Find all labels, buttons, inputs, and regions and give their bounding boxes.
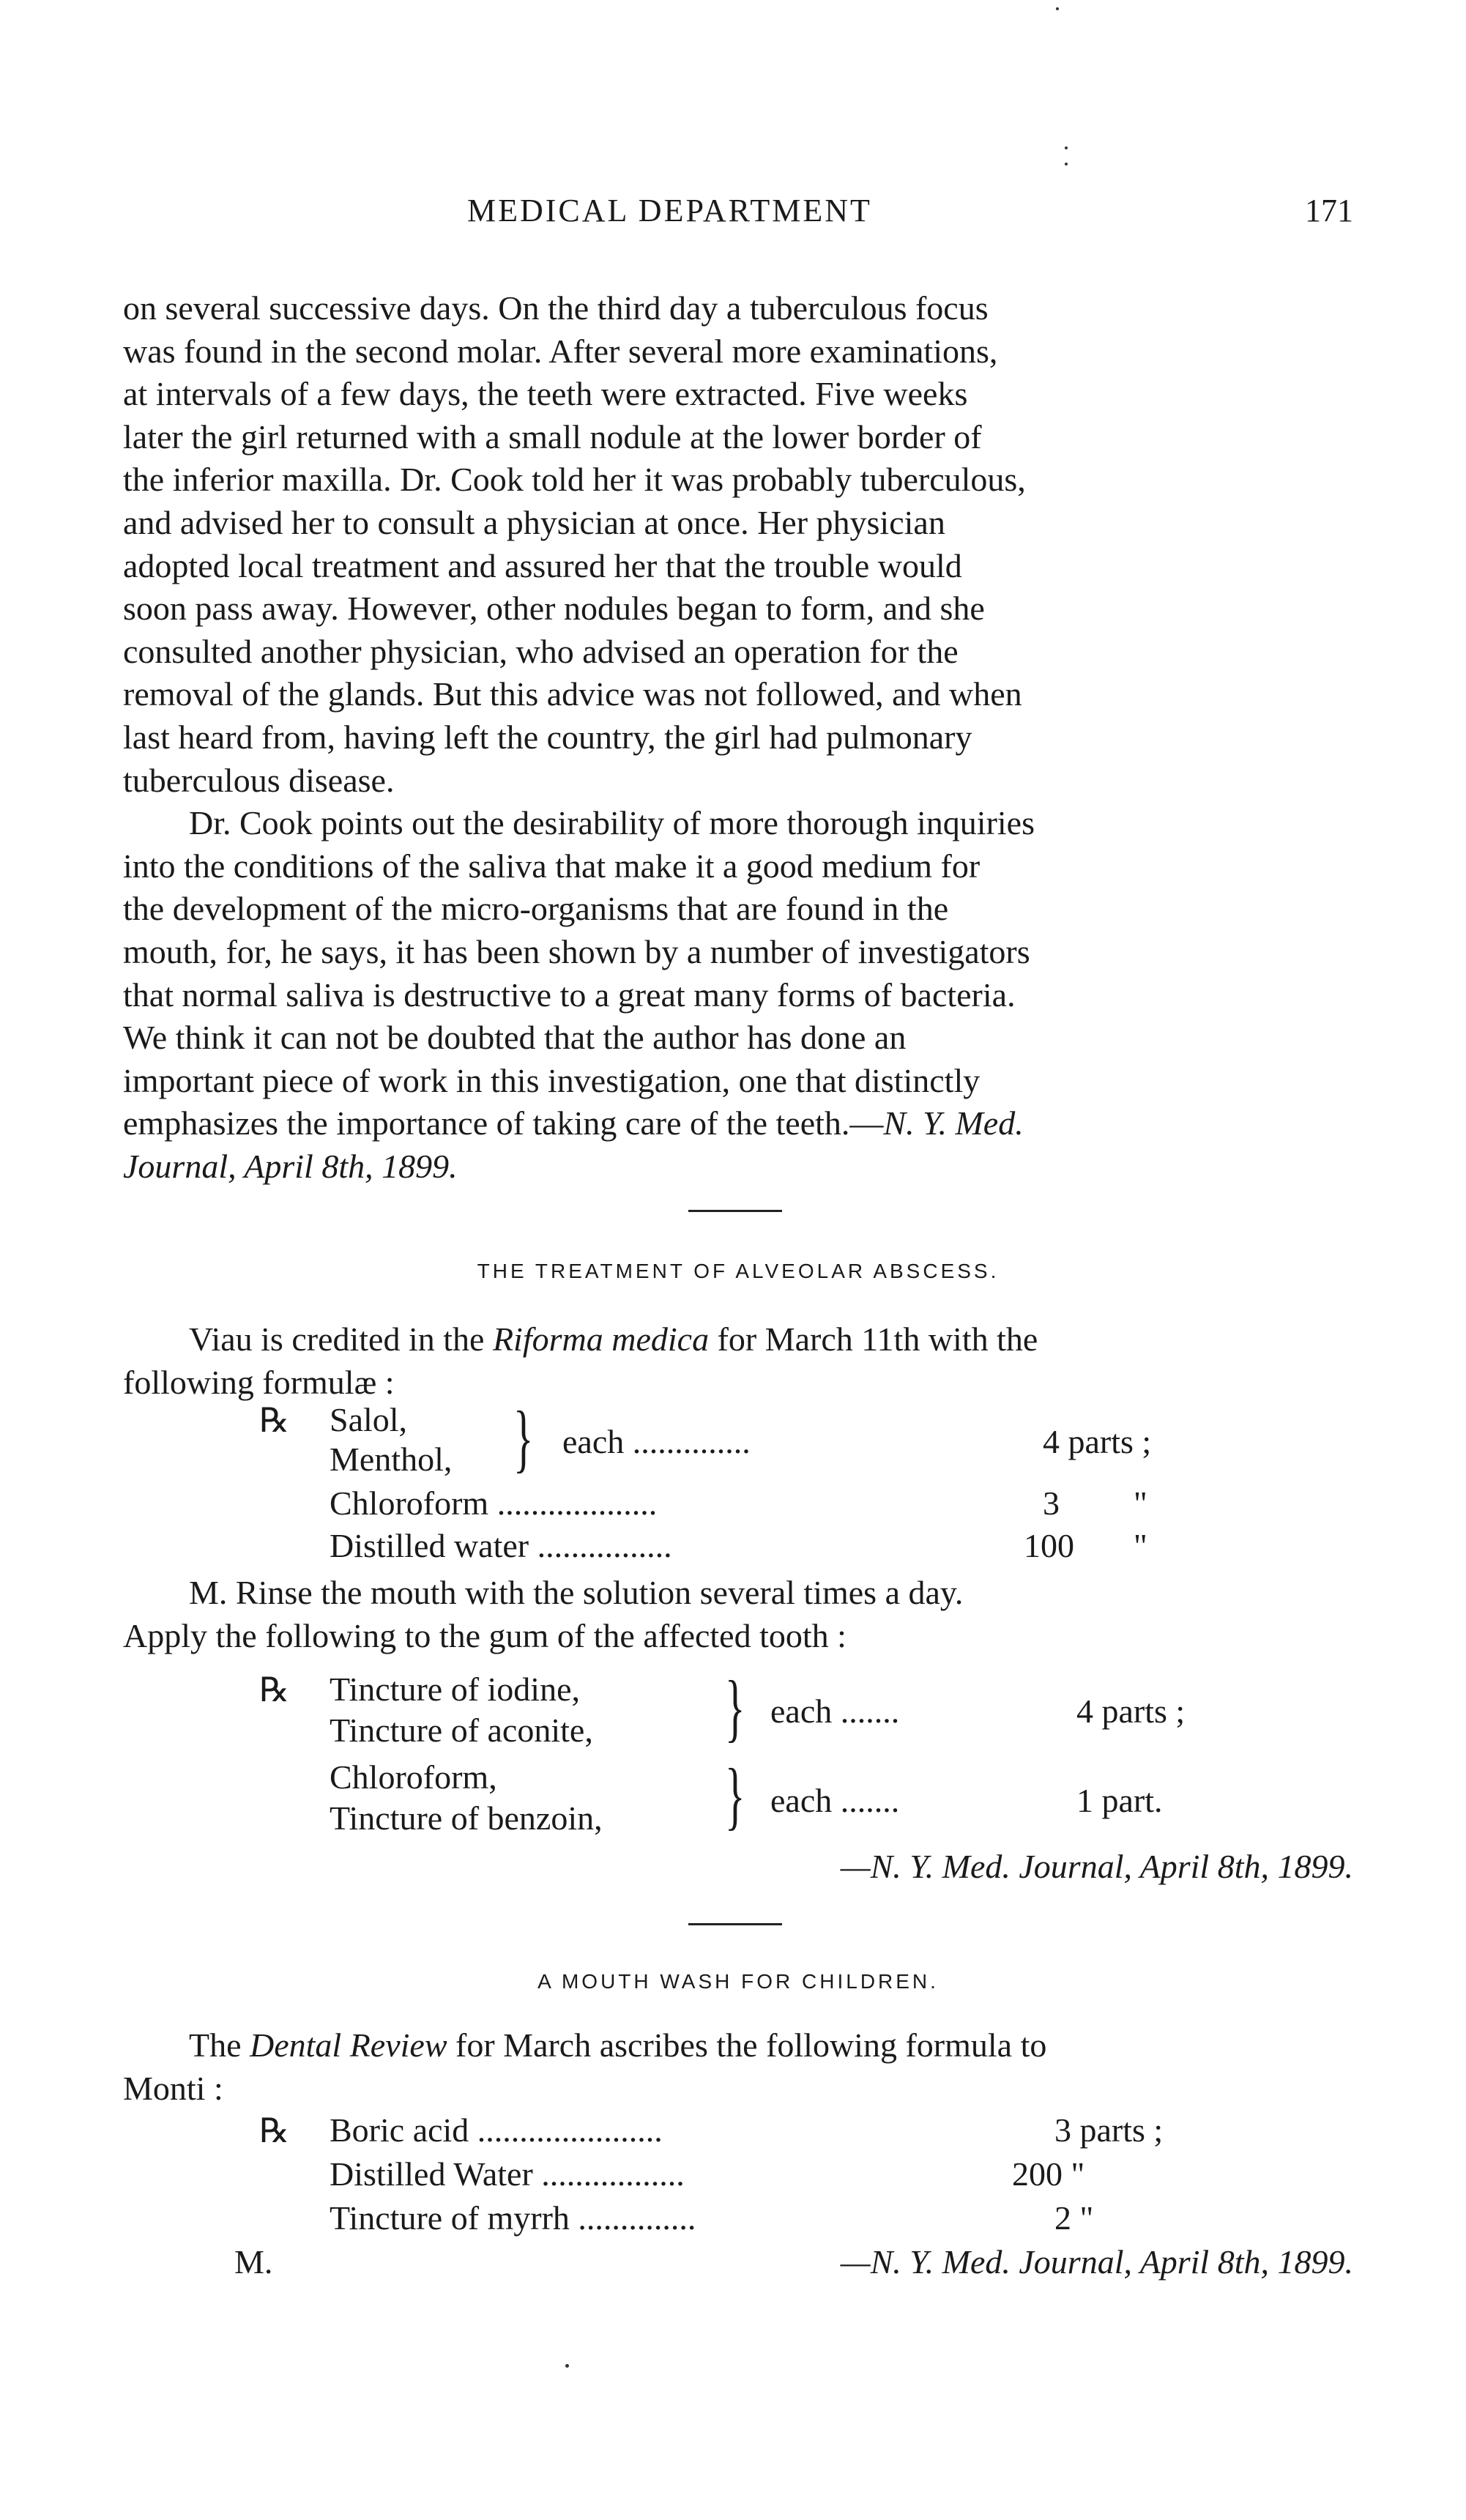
prescription-symbol: ℞ (259, 2112, 290, 2149)
formula-quantity: 4 parts ; (1043, 1423, 1152, 1460)
print-speck (1065, 163, 1068, 166)
page-number: 171 (1305, 193, 1353, 228)
text-line: the development of the micro-organisms that are found in the (123, 890, 949, 928)
ditto-mark: " (1134, 1484, 1147, 1522)
running-head-title: MEDICAL DEPARTMENT (467, 193, 872, 228)
text-fragment: for March 11th with the (709, 1320, 1038, 1358)
text-line: on several successive days. On the third day a tuberculous focus (123, 289, 989, 327)
print-speck (1056, 7, 1059, 10)
text-line: Apply the following to the gum of the affected tooth : (123, 1616, 847, 1654)
text-line: last heard from, having left the country, the girl had pulmonary (123, 718, 972, 756)
brace-symbol: } (725, 1753, 745, 1837)
citation-journal: N. Y. Med. (883, 1104, 1024, 1142)
book-page (123, 0, 1353, 2520)
formula-item: Tincture of iodine, (330, 1670, 580, 1708)
text-line: and advised her to consult a physician at once. Her physician (123, 503, 945, 541)
citation-line (123, 2242, 1353, 2281)
formula-each: each .............. (562, 1423, 751, 1460)
text-line: M. Rinse the mouth with the solution several times a day. (189, 1574, 964, 1611)
formula-quantity: 100 (1024, 1527, 1074, 1564)
print-speck (1065, 146, 1068, 149)
section-divider (688, 1923, 782, 1925)
text-line: consulted another physician, who advised an operation for the (123, 632, 959, 670)
text-line: important piece of work in this investigation, one that distinctly (123, 1061, 981, 1099)
formula-item: Menthol, (330, 1441, 453, 1478)
formula-item: Tincture of myrrh .............. (330, 2199, 696, 2237)
running-head (123, 192, 1353, 236)
text-line: We think it can not be doubted that the author has done an (123, 1019, 907, 1057)
formula-item: Tincture of benzoin, (330, 1799, 603, 1837)
paragraph-rinse-instructions (123, 1572, 1353, 1657)
brace-symbol: } (725, 1665, 745, 1750)
text-line: that normal saliva is destructive to a great many forms of bacteria. (123, 975, 1016, 1014)
prescription-symbol: ℞ (259, 1402, 290, 1439)
text-line: was found in the second molar. After several more examinations, (123, 332, 998, 370)
text-line (123, 1318, 1353, 1361)
section-heading-alveolar-abscess: THE TREATMENT OF ALVEOLAR ABSCESS. (477, 1260, 1000, 1282)
formula-item: Boric acid ...................... (330, 2111, 663, 2149)
formula-item: Distilled water ................ (330, 1527, 672, 1564)
formula-item: Chloroform, (330, 1758, 497, 1796)
formula-each: each ....... (770, 1782, 900, 1819)
paragraph-viau-intro (123, 1318, 1353, 1404)
citation: —N. Y. Med. Journal, April 8th, 1899. (840, 1848, 1353, 1885)
text-fragment: for March ascribes the following formula to (447, 2026, 1047, 2064)
text-fragment: The (189, 2026, 250, 2064)
prescription-symbol: ℞ (259, 1671, 290, 1709)
text-line: following formulæ : (123, 1363, 395, 1401)
formula-item: Chloroform ................... (330, 1484, 658, 1522)
text-line (123, 1145, 1353, 1189)
formula-quantity: 200 " (1012, 2155, 1085, 2193)
text-line (123, 2024, 1353, 2067)
text-line: Monti : (123, 2069, 223, 2107)
formula-quantity: 4 parts ; (1076, 1692, 1186, 1730)
text-line: later the girl returned with a small nodule at the lower border of (123, 417, 982, 456)
section-heading-mouth-wash: A MOUTH WASH FOR CHILDREN. (537, 1970, 939, 1993)
mix-label: M. (234, 2243, 273, 2281)
citation: —N. Y. Med. Journal, April 8th, 1899. (840, 2243, 1353, 2281)
ditto-mark: " (1134, 1527, 1147, 1564)
text-fragment: Viau is credited in the (189, 1320, 493, 1358)
text-line: at intervals of a few days, the teeth were extracted. Five weeks (123, 375, 968, 413)
text-line: tuberculous disease. (123, 761, 395, 799)
citation-line (123, 1847, 1353, 1886)
text-line: soon pass away. However, other nodules began to form, and she (123, 590, 985, 628)
paragraph-case-report (123, 287, 1353, 1188)
journal-title: Riforma medica (492, 1320, 710, 1358)
formula-quantity: 1 part. (1076, 1782, 1163, 1819)
formula-quantity: 2 " (1054, 2199, 1094, 2237)
section-divider (688, 1210, 782, 1212)
text-line: Dr. Cook points out the desirability of more thorough inquiries (189, 804, 1035, 842)
citation-date: Journal, April 8th, 1899. (123, 1147, 458, 1185)
journal-title: Dental Review (250, 2026, 447, 2064)
formula-item: Salol, (330, 1401, 408, 1438)
formula-quantity: 3 (1043, 1484, 1060, 1522)
text-line: the inferior maxilla. Dr. Cook told her it was probably tuberculous, (123, 461, 1026, 499)
text-line: adopted local treatment and assured her that the trouble would (123, 546, 962, 584)
text-fragment: emphasizes the importance of taking care of the teeth.— (123, 1104, 884, 1142)
text-line (123, 1102, 1353, 1145)
paragraph-dental-review-intro (123, 2024, 1353, 2110)
brace-symbol: } (513, 1396, 534, 1480)
print-speck (565, 2364, 569, 2368)
formula-item: Distilled Water ................. (330, 2155, 685, 2193)
formula-quantity: 3 parts ; (1054, 2111, 1164, 2149)
text-line: into the conditions of the saliva that make it a good medium for (123, 847, 981, 885)
formula-item: Tincture of aconite, (330, 1711, 593, 1749)
formula-each: each ....... (770, 1692, 900, 1730)
text-line: removal of the glands. But this advice was not followed, and when (123, 675, 1022, 713)
text-line: mouth, for, he says, it has been shown by a number of investigators (123, 932, 1030, 970)
